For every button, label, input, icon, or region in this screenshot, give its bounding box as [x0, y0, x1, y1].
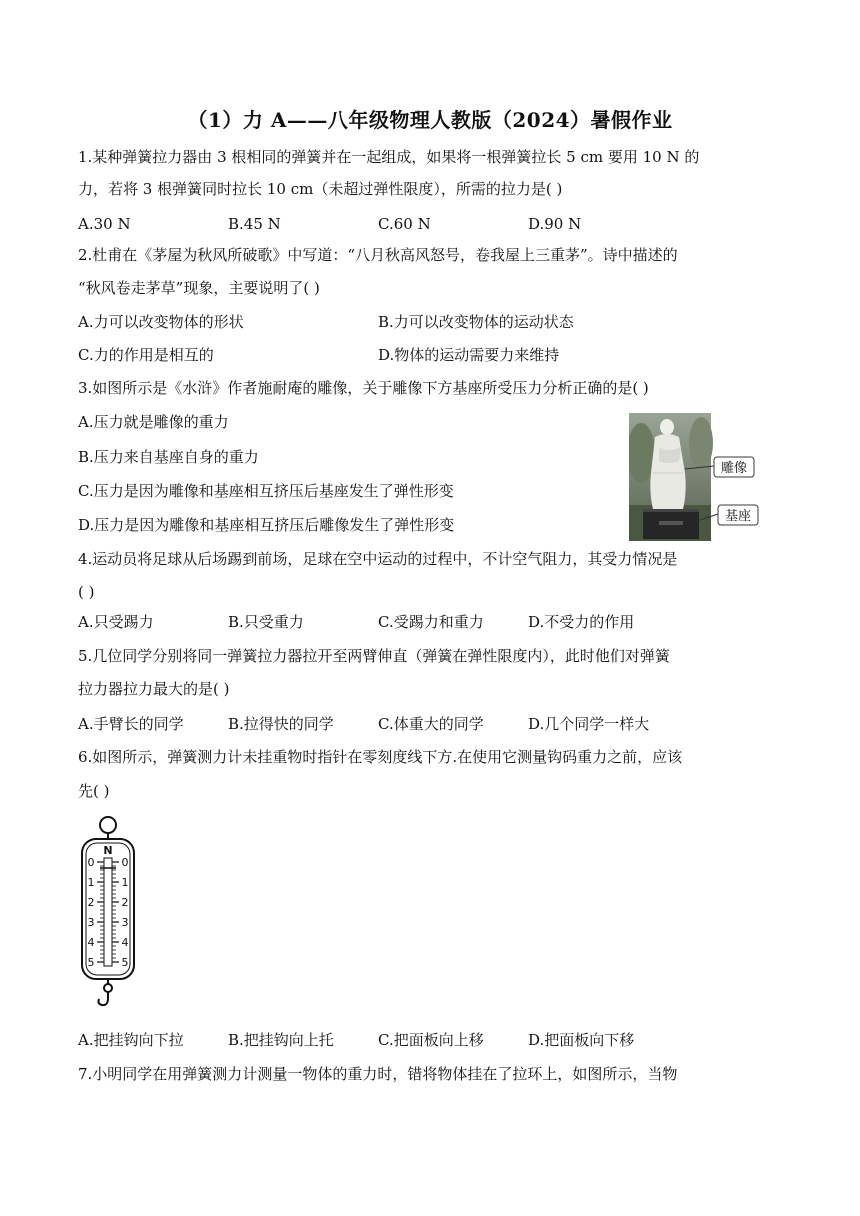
scale-tick-label-left: 4 — [87, 936, 95, 949]
page-title: （1）力 A——八年级物理人教版（2024）暑假作业 — [187, 108, 673, 132]
question-5-stem-line-1: 5.几位同学分别将同一弹簧拉力器拉开至两臂伸直（弹簧在弹性限度内），此时他们对弹簧 — [78, 647, 670, 665]
question-1-option-a[interactable]: A.30 N — [78, 215, 131, 233]
question-5-option-b[interactable]: B.拉得快的同学 — [228, 715, 334, 733]
scale-tick-label-left: 1 — [87, 876, 95, 889]
statue-figure — [629, 413, 769, 541]
question-4-option-a[interactable]: A.只受踢力 — [78, 613, 154, 631]
question-3-option-d[interactable]: D.压力是因为雕像和基座相互挤压后雕像发生了弹性形变 — [78, 516, 455, 534]
question-6-stem-line-2: 先( ) — [78, 782, 110, 800]
scale-tick-label-left: 2 — [87, 896, 95, 909]
spring-scale-figure — [78, 812, 142, 1012]
question-6-option-a[interactable]: A.把挂钩向下拉 — [78, 1031, 184, 1049]
question-1-stem-line-2: 力，若将 3 根弹簧同时拉长 10 cm（未超过弹性限度），所需的拉力是( ) — [78, 180, 563, 198]
scale-tick-label-left: 5 — [87, 956, 95, 969]
question-6-option-d[interactable]: D.把面板向下移 — [528, 1031, 635, 1049]
question-5-option-c[interactable]: C.体重大的同学 — [378, 715, 484, 733]
base-label: 基座 — [724, 509, 752, 524]
statue-illustration — [629, 413, 769, 541]
question-4-option-b[interactable]: B.只受重力 — [228, 613, 304, 631]
question-6-option-c[interactable]: C.把面板向上移 — [378, 1031, 484, 1049]
scale-tick-label-right: 3 — [121, 916, 129, 929]
question-1-option-c[interactable]: C.60 N — [378, 215, 431, 233]
question-4-option-c[interactable]: C.受踢力和重力 — [378, 613, 484, 631]
scale-tick-label-right: 1 — [121, 876, 129, 889]
question-2-option-a[interactable]: A.力可以改变物体的形状 — [78, 313, 244, 331]
scale-tick-label-left: 0 — [87, 856, 95, 869]
question-6-option-b[interactable]: B.把挂钩向上托 — [228, 1031, 334, 1049]
question-4-option-d[interactable]: D.不受力的作用 — [528, 613, 635, 631]
question-4-stem-line-2: ( ) — [78, 583, 95, 601]
question-4-stem-line-1: 4.运动员将足球从后场踢到前场，足球在空中运动的过程中，不计空气阻力，其受力情况是 — [78, 550, 678, 568]
question-5-option-d[interactable]: D.几个同学一样大 — [528, 715, 650, 733]
question-2-stem-line-1: 2.杜甫在《茅屋为秋风所破歌》中写道：“八月秋高风怒号，卷我屋上三重茅”。诗中描述的 — [78, 246, 678, 264]
question-2-option-d[interactable]: D.物体的运动需要力来维持 — [378, 346, 560, 364]
scale-tick-label-right: 5 — [121, 956, 129, 969]
question-2-stem-line-2: “秋风卷走茅草”现象，主要说明了( ) — [78, 279, 320, 297]
question-2-option-c[interactable]: C.力的作用是相互的 — [78, 346, 214, 364]
statue-label: 雕像 — [720, 461, 748, 476]
question-5-stem-line-2: 拉力器拉力最大的是( ) — [78, 680, 230, 698]
question-7-stem-line-1: 7.小明同学在用弹簧测力计测量一物体的重力时，错将物体挂在了拉环上，如图所示，当物 — [78, 1065, 678, 1083]
question-1-stem-line-1: 1.某种弹簧拉力器由 3 根相同的弹簧并在一起组成，如果将一根弹簧拉长 5 cm 要用 10 N 的 — [78, 148, 700, 166]
scale-unit-label: N — [103, 844, 113, 857]
scale-tick-label-right: 4 — [121, 936, 129, 949]
spring-scale-illustration — [78, 812, 142, 1012]
question-1-option-b[interactable]: B.45 N — [228, 215, 281, 233]
question-1-option-d[interactable]: D.90 N — [528, 215, 582, 233]
question-3-option-a[interactable]: A.压力就是雕像的重力 — [78, 413, 229, 431]
scale-tick-label-right: 2 — [121, 896, 129, 909]
question-6-stem-line-1: 6.如图所示，弹簧测力计未挂重物时指针在零刻度线下方.在使用它测量钩码重力之前，应该 — [78, 748, 683, 766]
question-2-option-b[interactable]: B.力可以改变物体的运动状态 — [378, 313, 574, 331]
question-3-option-b[interactable]: B.压力来自基座自身的重力 — [78, 448, 259, 466]
question-3-option-c[interactable]: C.压力是因为雕像和基座相互挤压后基座发生了弹性形变 — [78, 482, 454, 500]
question-3-stem-line-1: 3.如图所示是《水浒》作者施耐庵的雕像，关于雕像下方基座所受压力分析正确的是( ) — [78, 379, 649, 397]
scale-tick-label-left: 3 — [87, 916, 95, 929]
scale-tick-label-right: 0 — [121, 856, 129, 869]
question-5-option-a[interactable]: A.手臂长的同学 — [78, 715, 184, 733]
